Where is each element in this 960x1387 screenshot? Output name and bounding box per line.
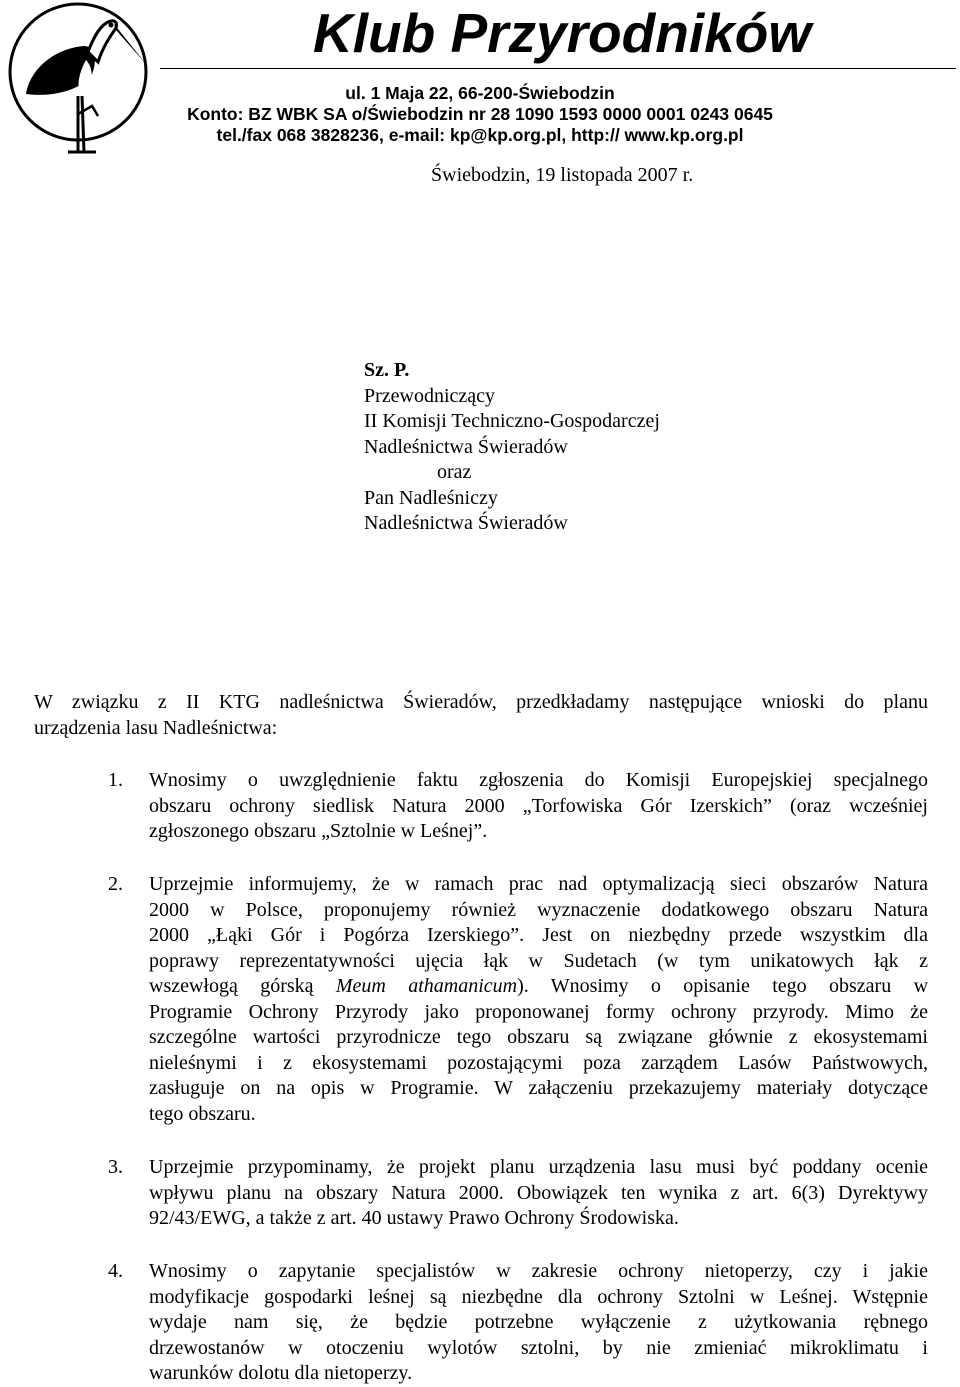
paragraph-line: Programie Ochrony Przyrody jako proponowanej formy ochrony przyrody. Mimo że [149, 1000, 928, 1023]
header-divider [160, 68, 956, 69]
paragraph-line: poprawy reprezentatywności ujęcia łąk w Sudetach (w tym unikatowych łąk z [149, 949, 928, 972]
contact-line: tel./fax 068 3828236, e-mail: kp@kp.org.pl, http:// www.kp.org.pl [216, 125, 744, 145]
paragraph-line: 2000 w Polsce, proponujemy również wyznaczenie dodatkowego obszaru Natura [149, 898, 928, 921]
list-item-number: 2. [108, 873, 123, 895]
latin-species-name: Meum athamanicum [335, 975, 518, 997]
recipient-block [364, 358, 660, 537]
paragraph-line: wpływu planu na obszary Natura 2000. Obowiązek ten wynika z art. 6(3) Dyrektywy [149, 1181, 928, 1204]
intro-paragraph [34, 690, 928, 741]
paragraph-line: szczególne wartości przyrodnicze tego obszaru są związane głównie z ekosystemami [149, 1026, 928, 1048]
paragraph-line: modyfikacje gospodarki leśnej są niezbędne dla ochrony Sztolni w Leśnej. Wstępnie [149, 1285, 928, 1308]
paragraph-line: tego obszaru. [149, 1102, 256, 1125]
intro-line: urządzenia lasu Nadleśnictwa: [34, 716, 278, 739]
stork-logo-icon [8, 2, 150, 162]
bank-account-line: Konto: BZ WBK SA o/Świebodzin nr 28 1090 1593 0000 0001 0243 0645 [187, 104, 773, 124]
paragraph-line: zgłoszonego obszaru „Sztolnie w Leśnej”. [149, 820, 488, 842]
paragraph-line: obszaru ochrony siedlisk Natura 2000 „Torfowiska Gór Izerskich” (oraz wcześniej [149, 794, 928, 817]
paragraph-line: Uprzejmie przypominamy, że projekt planu urządzenia lasu musi być poddany ocenie [149, 1156, 928, 1178]
paragraph-line: wydaje nam się, że będzie potrzebne wyłączenie z użytkowania rębnego [149, 1311, 928, 1333]
text-run: ). Wnosimy o opisanie tego obszaru w [517, 975, 929, 997]
paragraph-line: warunków dolotu dla nietoperzy. [149, 1362, 413, 1384]
intro-line: W związku z II KTG nadleśnictwa Świeradów, przedkładamy następujące wnioski do planu [34, 691, 928, 713]
letter-date: Świebodzin, 19 listopada 2007 r. [431, 164, 694, 186]
paragraph-line: Wnosimy o zapytanie specjalistów w zakresie ochrony nietoperzy, czy i jakie [149, 1260, 928, 1282]
paragraph-line: 92/43/EWG, a także z art. 40 ustawy Prawo Ochrony Środowiska. [149, 1207, 679, 1229]
recipient-line: Nadleśnictwa Świeradów [364, 512, 568, 534]
paragraph-line: nieleśnymi i z ekosystemami pozostającymi poza zarządem Lasów Państwowych, [149, 1051, 928, 1074]
text-run: wszewłogą górską [149, 975, 336, 997]
paragraph-line: zasługuje on na opis w Programie. W załączeniu przekazujemy materiały dotyczące [149, 1077, 928, 1099]
list-item-number: 1. [108, 769, 123, 791]
recipient-line: oraz [437, 461, 472, 483]
recipient-line: Pan Nadleśniczy [364, 486, 498, 509]
recipient-line: Nadleśnictwa Świeradów [364, 435, 568, 458]
paragraph-line [149, 974, 928, 1000]
paragraph-line: Uprzejmie informujemy, że w ramach prac nad optymalizacją sieci obszarów Natura [149, 873, 928, 895]
stork-logo [8, 2, 150, 162]
salutation: Sz. P. [364, 359, 410, 381]
paragraph-line: Wnosimy o uwzględnienie faktu zgłoszenia do Komisji Europejskiej specjalnego [149, 769, 928, 791]
list-item-number: 4. [108, 1260, 123, 1282]
recipient-line: II Komisji Techniczno-Gospodarczej [364, 410, 660, 432]
list-item-number: 3. [108, 1156, 123, 1178]
paragraph-line: 2000 „Łąki Gór i Pogórza Izerskiego”. Jest on niezbędny przede wszystkim dla [149, 924, 928, 946]
address-line: ul. 1 Maja 22, 66-200-Świebodzin [345, 83, 615, 103]
paragraph-line: drzewostanów w otoczeniu wylotów sztolni, by nie zmieniać mikroklimatu i [149, 1336, 928, 1359]
organization-name: Klub Przyrodników [313, 2, 812, 64]
recipient-line: Przewodniczący [364, 384, 496, 407]
